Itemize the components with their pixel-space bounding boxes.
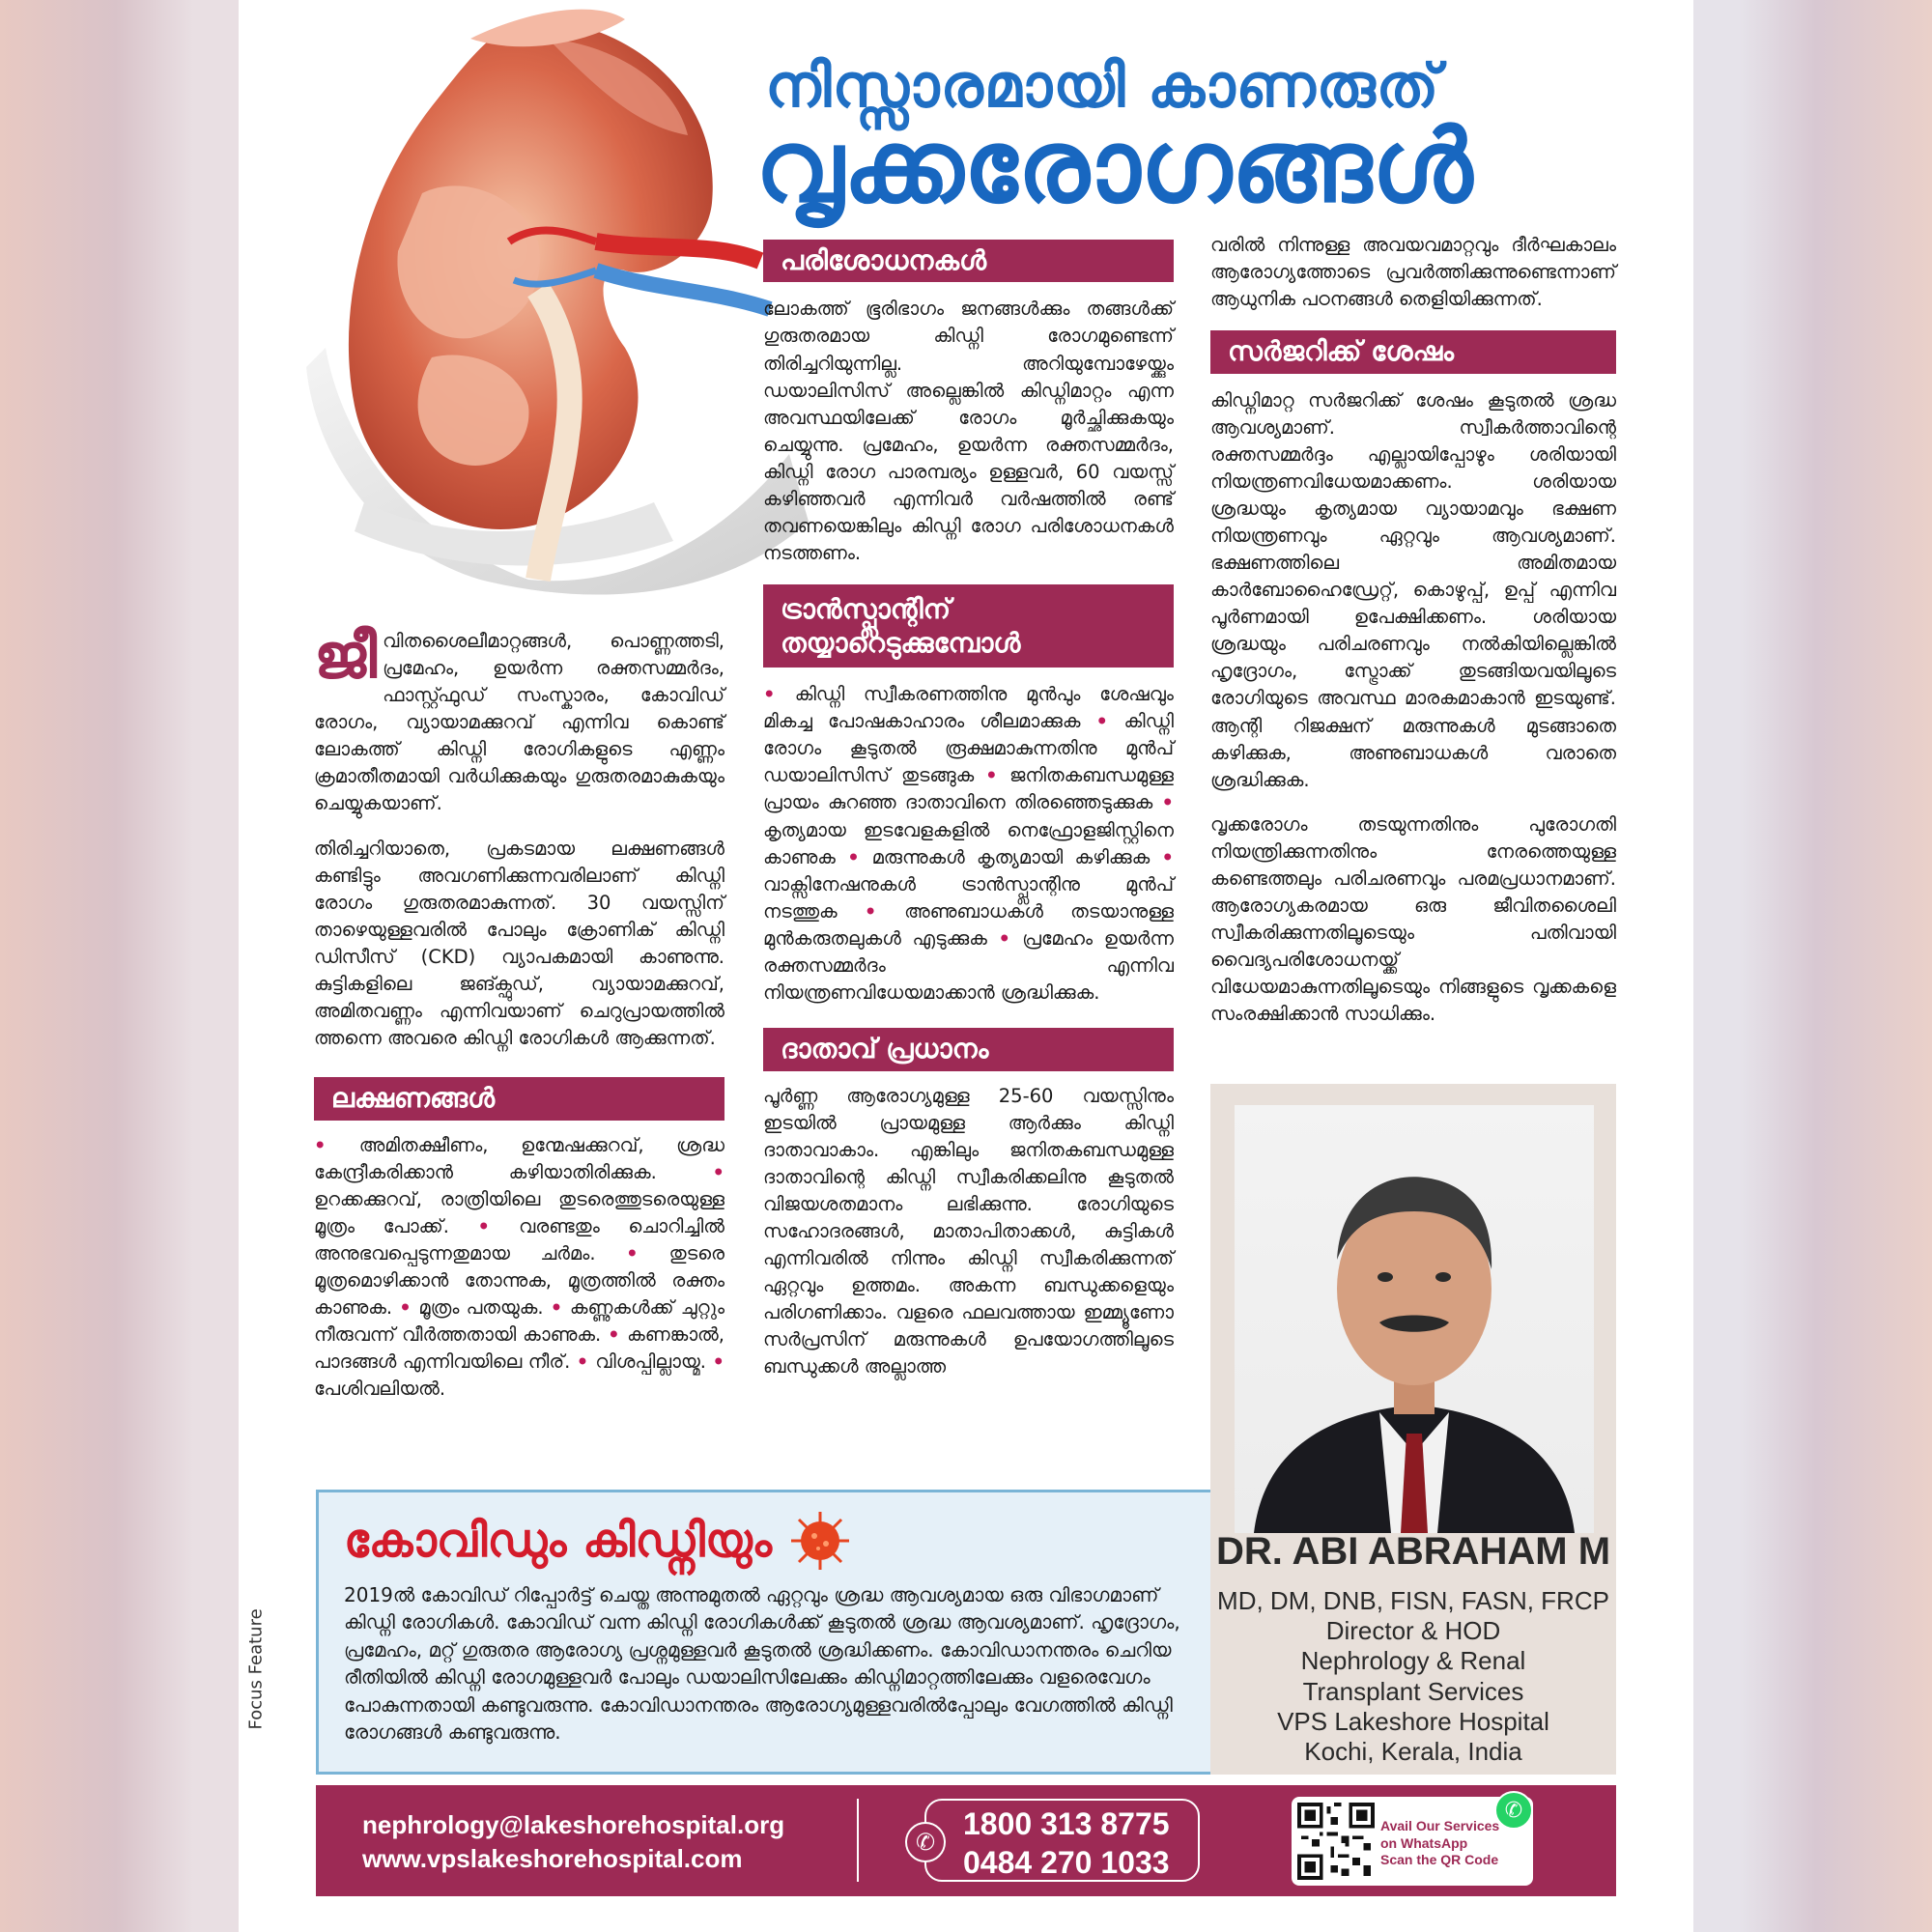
covid-box bbox=[316, 1490, 1238, 1775]
bullet-dot: • bbox=[1161, 845, 1174, 868]
transplant-prep-item: കൃത്യമായ ഇടവേളകളിൽ നെഫ്രോളജിസ്റ്റിനെ കാണുക bbox=[763, 818, 1174, 868]
transplant-prep-item: മരുന്നുകൾ കൃത്യമായി കഴിക്കുക bbox=[871, 845, 1162, 868]
bullet-dot: • bbox=[1095, 710, 1124, 733]
symptoms-heading: ലക്ഷണങ്ങൾ bbox=[314, 1077, 724, 1120]
transplant-prep-paragraph bbox=[763, 681, 1174, 1007]
tests-body: ലോകത്ത് ഭൂരിഭാഗം ജനങ്ങൾക്കും തങ്ങൾക്ക് ഗുരുതരമായ കിഡ്നി രോഗമുണ്ടെന്ന് തിരിച്ചറിയുന്നില്ല. അറിയുമ്പോഴേയ്ക്കും ഡയാലിസിസ് അല്ലെങ്കിൽ കിഡ്നിമാറ്റം എന്ന അവസ്ഥയിലേക്ക് രോഗം മൂർച്ഛിക്കുകയും ചെയ്യുന്നു. പ്രമേഹം, ഉയർന്ന രക്തസമ്മർദം, കിഡ്നി രോഗ പാരമ്പര്യം ഉള്ളവർ, 60 വയസ്സ് കഴിഞ്ഞവർ എന്നിവർ വർഷത്തിൽ രണ്ട് തവണയെങ്കിലും കിഡ്നി രോഗ പരിശോധനകൾ നടത്തണം. bbox=[763, 298, 1174, 565]
symptom-item: പേശിവലിയൽ. bbox=[314, 1378, 446, 1401]
intro-para-1: ജീ വിതശൈലീമാറ്റങ്ങൾ, പൊണ്ണത്തടി, പ്രമേഹം, ഉയർന്ന രക്തസമ്മർദം, ഫാസ്റ്റ്ഫുഡ് സംസ്കാരം, കോവിഡ് രോഗം, വ്യായാമക്കുറവ് എന്നിവ കൊണ്ട് ലോകത്ത് കിഡ്നി രോഗികളുടെ എണ്ണം ക്രമാതീതമായി വർധിക്കുകയും ഗുരുതരമാകുകയും ചെയ്യുകയാണ്. bbox=[314, 621, 724, 815]
doctor-panel bbox=[1210, 1084, 1616, 1775]
doctor-degrees: MD, DM, DNB, FISN, FASN, FRCP bbox=[1217, 1586, 1609, 1615]
doctor-dept-2: Transplant Services bbox=[1302, 1676, 1524, 1706]
doctor-photo bbox=[1235, 1105, 1594, 1533]
bullet-dot: • bbox=[477, 1214, 520, 1237]
symptom-item: വിശപ്പില്ലായ്മ. bbox=[595, 1350, 713, 1374]
kidney-illustration bbox=[306, 0, 809, 599]
symptoms-list bbox=[314, 1132, 724, 1404]
bullet-dot: • bbox=[576, 1350, 596, 1374]
symptom-item: കണങ്കാൽ, പാദങ്ങൾ എന്നിവയിലെ നീര്. bbox=[314, 1323, 724, 1374]
title-line-2: വൃക്കരോഗങ്ങൾ bbox=[755, 107, 1473, 225]
col3-continuation: വരിൽ നിന്നുള്ള അവയവമാറ്റവും ദീർഘകാലം ആരോഗ്യത്തോടെ പ്രവർത്തിക്കുന്നുണ്ടെന്നാണ് ആധുനിക പഠനങ്ങൾ തെളിയിക്കുന്നത്. bbox=[1210, 234, 1616, 311]
transplant-prep-item: കിഡ്നി സ്വീകരണത്തിനു മുൻപും ശേഷവും മികച്ച പോഷകാഹാരം ശീലമാക്കുക bbox=[763, 683, 1174, 733]
bullet-dot: • bbox=[763, 683, 795, 706]
symptom-paragraph bbox=[314, 1132, 724, 1404]
whatsapp-icon[interactable]: ✆ bbox=[1494, 1791, 1533, 1830]
transplant-prep-item: വാക്സിനേഷനുകൾ ട്രാൻസ്പ്ലാന്റിനു മുൻപ് നടത്തുക bbox=[763, 872, 1174, 923]
footer-links bbox=[362, 1808, 784, 1876]
bullet-dot: • bbox=[712, 1160, 724, 1183]
intro-para-2: തിരിച്ചറിയാതെ, പ്രകടമായ ലക്ഷണങ്ങൾ കണ്ടിട്ടും അവഗണിക്കുന്നവരിലാണ് കിഡ്നി രോഗം ഗുരുതരമാകുന്നത്. 30 വയസ്സിന് താഴെയുള്ളവരിൽ പോലും ക്രോണിക് കിഡ്നി ഡിസീസ് (CKD) വ്യാപകമായി കാണുന്നു. കുട്ടികളിലെ ജങ്ക്ഫുഡ്, വ്യായാമക്കുറവ്, അമിതവണ്ണം എന്നിവയാണ് ചെറുപ്രായത്തിൽ ത്തന്നെ അവരെ കിഡ്നി രോഗികൾ ആക്കുന്നത്. bbox=[314, 837, 724, 1050]
transplant-prep-list bbox=[763, 681, 1174, 1007]
transplant-prep-item: ജനിതകബന്ധമുള്ള പ്രായം കുറഞ്ഞ ദാതാവിനെ തിരഞ്ഞെടുക്കുക bbox=[763, 764, 1174, 814]
bullet-dot: • bbox=[998, 926, 1023, 950]
whatsapp-text: Avail Our Services on WhatsApp Scan the QR Code bbox=[1380, 1818, 1500, 1867]
covid-body: 2019ൽ കോവിഡ് റിപ്പോർട്ട് ചെയ്ത അന്നുമുതൽ ഏറ്റവും ശ്രദ്ധ ആവശ്യമായ ഒരു വിഭാഗമാണ് കിഡ്നി രോഗികൾ. കോവിഡ് വന്ന കിഡ്നി രോഗികൾക്ക് കൂടുതൽ ശ്രദ്ധ ആവശ്യമാണ്. ഹൃദ്രോഗം, പ്രമേഹം, മറ്റ് ഗുരുതര ആരോഗ്യ പ്രശ്നമുള്ളവർ കൂടുതൽ ശ്രദ്ധിക്കണം. കോവിഡാനന്തരം ചെറിയ രീതിയിൽ കിഡ്നി രോഗമുള്ളവർ പോലും ഡയാലിസിലേക്കും കിഡ്നിമാറ്റത്തിലേക്കും വളരെവേഗം പോകുന്നതായി കണ്ടുവരുന്നു. കോവിഡാനന്തരം ആരോഗ്യമുള്ളവരിൽപ്പോലും വേഗത്തിൽ കിഡ്നി രോഗങ്ങൾ കണ്ടുവരുന്നു. bbox=[344, 1583, 1180, 1744]
column-1 bbox=[314, 621, 724, 1420]
drop-cap: ജീ bbox=[314, 621, 378, 693]
phone-numbers bbox=[963, 1804, 1170, 1882]
bullet-dot: • bbox=[399, 1296, 419, 1320]
symptom-item: കണ്ണുകൾക്ക് ചുറ്റും നീരുവന്ന് വീർത്തതായി കാണുക. bbox=[314, 1296, 724, 1347]
phone-icon: ✆ bbox=[905, 1822, 946, 1862]
after-surgery-para-1: കിഡ്നിമാറ്റ സർജറിക്ക് ശേഷം കൂടുതൽ ശ്രദ്ധ ആവശ്യമാണ്. സ്വീകർത്താവിന്റെ രക്തസമ്മർദ്ദം എല്ലായിപ്പോഴും ശരിയായി നിയന്ത്രണവിധേയമാക്കണം. ശരിയായ ശ്രദ്ധയും കൃത്യമായ വ്യായാമവും ഭക്ഷണ നിയന്ത്രണവും ഏറ്റവും ആവശ്യമാണ്. ഭക്ഷണത്തിലെ അമിതമായ കാർബോഹൈഡ്രേറ്റ്, കൊഴുപ്പ്, ഉപ്പ് എന്നിവ പൂർണമായി ഉപേക്ഷിക്കണം. ശരിയായ ശ്രദ്ധയും പരിചരണവും നൽകിയില്ലെങ്കിൽ ഹൃദ്രോഗം, സ്ട്രോക്ക് തുടങ്ങിയവയിലൂടെ രോഗിയുടെ അവസ്ഥ മാരകമാകാൻ ഇടയുണ്ട്. ആന്റി റിജക്ഷന് മരുന്നുകൾ മുടങ്ങാതെ കഴിക്കുക, അണുബാധകൾ വരാതെ ശ്രദ്ധിക്കുക. bbox=[1210, 388, 1616, 791]
phone-number-1[interactable]: 1800 313 8775 bbox=[963, 1806, 1170, 1841]
bullet-dot: • bbox=[626, 1241, 669, 1264]
footer-bar bbox=[316, 1785, 1616, 1896]
covid-heading: കോവിഡും കിഡ്നിയും bbox=[344, 1510, 1210, 1572]
transplant-prep-item: അണുബാധകൾ തടയാനുള്ള മുൻകരുതലുകൾ എടുക്കുക bbox=[763, 899, 1174, 950]
footer-divider bbox=[857, 1799, 859, 1882]
column-3 bbox=[1210, 232, 1616, 1045]
column-2 bbox=[763, 240, 1174, 1398]
article-page bbox=[239, 0, 1693, 1932]
after-surgery-para-2: വൃക്കരോഗം തടയുന്നതിനും പുരോഗതി നിയന്ത്രിക്കുന്നതിനും നേരത്തെയുള്ള കണ്ടെത്തലും പരിചരണവും പരമപ്രധാനമാണ്. ആരോഗ്യകരമായ ഒരു ജീവിതശൈലി സ്വീകരിക്കുന്നതിലൂടെയും പതിവായി വൈദ്യപരിശോധനയ്ക്ക് വിധേയമാകുന്നതിലൂടെയും നിങ്ങളുടെ വൃക്കകളെ സംരക്ഷിക്കാൻ സാധിക്കും. bbox=[1210, 812, 1616, 1026]
doctor-hospital: VPS Lakeshore Hospital bbox=[1277, 1706, 1549, 1736]
doctor-name: DR. ABI ABRAHAM M bbox=[1215, 1530, 1611, 1573]
symptom-item: തുടരെ മൂത്രമൊഴിക്കാൻ തോന്നുക, മൂത്രത്തിൽ രക്തം കാണുക. bbox=[314, 1241, 724, 1320]
whatsapp-qr-box bbox=[1292, 1797, 1533, 1886]
doctor-portrait bbox=[1235, 1105, 1594, 1533]
website-link[interactable]: www.vpslakeshorehospital.com bbox=[362, 1844, 743, 1874]
virus-icon bbox=[789, 1510, 851, 1572]
symptom-item: വരണ്ടതും ചൊറിച്ചിൽ അനുഭവപ്പെടുന്നതുമായ ചർമം. bbox=[314, 1214, 724, 1264]
bullet-dot: • bbox=[550, 1296, 570, 1320]
tests-heading: പരിശോധനകൾ bbox=[763, 240, 1174, 282]
qr-code[interactable] bbox=[1297, 1803, 1375, 1880]
donor-body: പൂർണ്ണ ആരോഗ്യമുള്ള 25-60 വയസ്സിനും ഇടയിൽ പ്രായമുള്ള ആർക്കും കിഡ്നി ദാതാവാകാം. എങ്കിലും ജനിതകബന്ധമുള്ള ദാതാവിന്റെ കിഡ്നി സ്വീകരിക്കലിനു കൂടുതൽ വിജയശതമാനം ലഭിക്കുന്നു. രോഗിയുടെ സഹോദരങ്ങൾ, മാതാപിതാക്കൾ, കുട്ടികൾ എന്നിവരിൽ നിന്നും കിഡ്നി സ്വീകരിക്കുന്നത് ഏറ്റവും ഉത്തമം. അകന്ന ബന്ധുക്കളെയും പരിഗണിക്കാം. വളരെ ഫലവത്തായ ഇമ്മ്യൂണോ സർപ്രസിന് മരുന്നുകൾ ഉപയോഗത്തിലൂടെ ബന്ധുക്കൾ അല്ലാത്ത bbox=[763, 1084, 1174, 1378]
email-link[interactable]: nephrology@lakeshorehospital.org bbox=[362, 1810, 785, 1839]
phone-number-2[interactable]: 0484 270 1033 bbox=[963, 1845, 1170, 1880]
bullet-dot: • bbox=[864, 899, 905, 923]
bullet-dot: • bbox=[985, 764, 1010, 787]
transplant-prep-item: കിഡ്നി രോഗം കൂടുതൽ രൂക്ഷമാകുന്നതിനു മുൻപ് ഡയാലിസിസ് തുടങ്ങുക bbox=[763, 710, 1174, 787]
focus-feature-label: Focus Feature bbox=[245, 1608, 267, 1730]
symptom-item: മൂത്രം പതയുക. bbox=[418, 1296, 551, 1320]
doctor-info bbox=[1210, 1586, 1616, 1767]
transplant-prep-heading: ട്രാൻസ്പ്ലാന്റിന് തയ്യാറെടുക്കുമ്പോൾ bbox=[763, 584, 1174, 668]
phone-box bbox=[915, 1799, 1200, 1882]
symptom-item: ഉറക്കക്കുറവ്, രാത്രിയിലെ തുടരെത്തുടരെയുള്ള മൂത്രം പോക്ക്. bbox=[314, 1187, 724, 1237]
bullet-dot: • bbox=[847, 845, 872, 868]
bullet-dot: • bbox=[1161, 791, 1174, 814]
doctor-location: Kochi, Kerala, India bbox=[1304, 1736, 1522, 1766]
bullet-dot: • bbox=[608, 1323, 628, 1347]
donor-heading: ദാതാവ് പ്രധാനം bbox=[763, 1028, 1174, 1070]
after-surgery-heading: സർജറിക്ക് ശേഷം bbox=[1210, 330, 1616, 373]
symptom-item: അമിതക്ഷീണം, ഉന്മേഷക്കുറവ്, ശ്രദ്ധ കേന്ദ്രീകരിക്കാൻ കഴിയാതിരിക്കുക. bbox=[314, 1133, 724, 1183]
doctor-dept-1: Nephrology & Renal bbox=[1300, 1646, 1526, 1676]
bullet-dot: • bbox=[314, 1133, 359, 1156]
doctor-role: Director & HOD bbox=[1325, 1616, 1501, 1646]
title-line-1: നിസ്സാരമായി കാണരുത് bbox=[765, 50, 1440, 121]
transplant-prep-item: പ്രമേഹം ഉയർന്ന രക്തസമ്മർദം എന്നിവ നിയന്ത്രണവിധേയമാക്കാൻ ശ്രദ്ധിക്കുക. bbox=[763, 926, 1174, 1005]
bullet-dot: • bbox=[712, 1350, 724, 1374]
